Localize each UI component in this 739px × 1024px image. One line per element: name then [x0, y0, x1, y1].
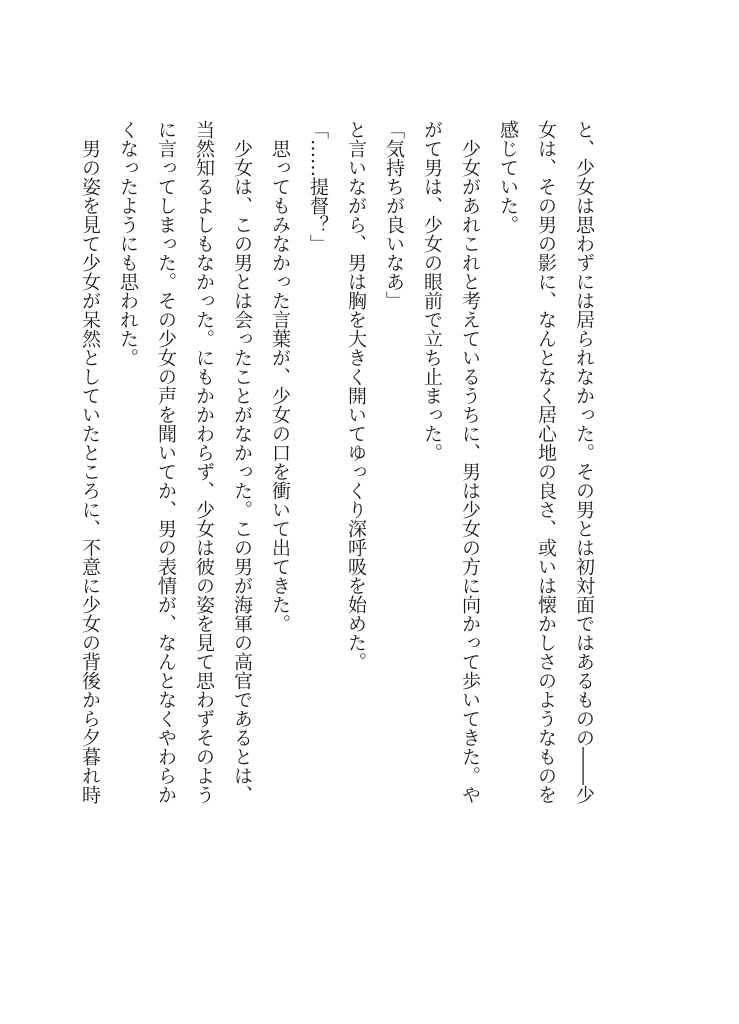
text-line: 思ってもみなかった言葉が、少女の口を衝いて出てきた。 [269, 120, 291, 633]
text-line: に言ってしまった。その少女の声を聞いてか、男の表情が、なんとなくやわらか [155, 120, 177, 804]
text-line: と言いながら、男は胸を大きく開いてゆっくり深呼吸を始めた。 [345, 120, 367, 671]
text-line: 少女があれこれと考えているうちに、男は少女の方に向かって歩いてきた。や [459, 120, 481, 804]
vertical-text-body [71, 120, 603, 890]
text-line: 感じていた。 [497, 120, 519, 234]
text-line: くなったようにも思われた。 [117, 120, 139, 367]
text-line: 「……提督？」 [307, 120, 329, 253]
text-line: と、少女は思わずには居られなかった。その男とは初対面ではあるものの――少 [573, 120, 595, 804]
text-line: 少女は、この男とは会ったことがなかった。この男が海軍の高官であるとは、 [231, 120, 253, 804]
text-line: 当然知るよしもなかった。にもかかわらず、少女は彼の姿を見て思わずそのよう [193, 120, 215, 804]
text-line: 「気持ちが良いなあ」 [383, 120, 405, 310]
text-line: がて男は、少女の眼前で立ち止まった。 [421, 120, 443, 462]
text-line: 男の姿を見て少女が呆然としていたところに、不意に少女の背後から夕暮れ時 [79, 120, 101, 804]
text-line: 女は、その男の影に、なんとなく居心地の良さ、或いは懐かしさのようなものを [535, 120, 557, 804]
